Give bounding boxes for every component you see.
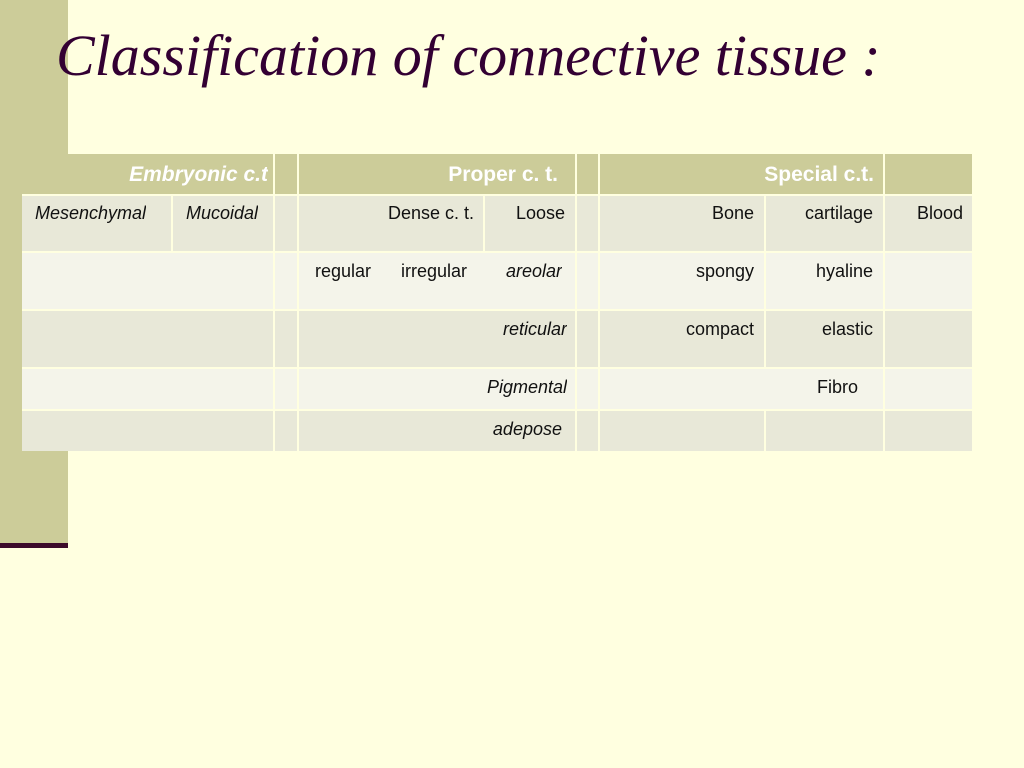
cell-pigmental: Pigmental <box>486 377 567 397</box>
column-divider <box>598 154 600 451</box>
row-divider <box>22 309 972 311</box>
cell-fibro: Fibro <box>816 377 858 397</box>
cell-mesenchymal: Mesenchymal <box>35 203 147 223</box>
column-divider <box>273 154 275 451</box>
column-divider <box>883 154 885 451</box>
header-embryonic: Embryonic c.t <box>129 163 268 186</box>
column-divider <box>764 194 766 368</box>
cell-areolar: areolar <box>505 261 562 281</box>
column-divider <box>764 410 766 451</box>
header-proper: Proper c. t. <box>448 163 558 186</box>
cell-compact: compact <box>685 319 754 339</box>
cell-hyaline: hyaline <box>815 261 873 281</box>
column-divider <box>483 194 485 252</box>
cell-loose: Loose <box>515 203 565 223</box>
column-divider <box>171 194 173 252</box>
cell-bone: Bone <box>711 203 754 223</box>
side-accent-rule <box>0 543 68 548</box>
row-divider <box>22 409 972 411</box>
row-divider <box>22 367 972 369</box>
cell-regular: regular <box>315 261 372 281</box>
cell-cartilage: cartilage <box>804 203 873 223</box>
row-divider <box>22 194 972 196</box>
cell-blood: Blood <box>916 203 963 223</box>
cell-adepose: adepose <box>492 419 562 439</box>
header-special: Special c.t. <box>764 163 874 186</box>
cell-mucoidal: Mucoidal <box>186 203 259 223</box>
column-divider <box>575 154 577 451</box>
cell-spongy: spongy <box>695 261 754 281</box>
cell-reticular: reticular <box>502 319 567 339</box>
cell-dense-ct: Dense c. t. <box>387 203 474 223</box>
column-divider <box>297 154 299 451</box>
row-divider <box>22 251 972 253</box>
cell-elastic: elastic <box>821 319 873 339</box>
classification-table <box>22 154 972 451</box>
slide-title: Classification of connective tissue : <box>56 23 881 88</box>
cell-irregular: irregular <box>401 261 468 281</box>
